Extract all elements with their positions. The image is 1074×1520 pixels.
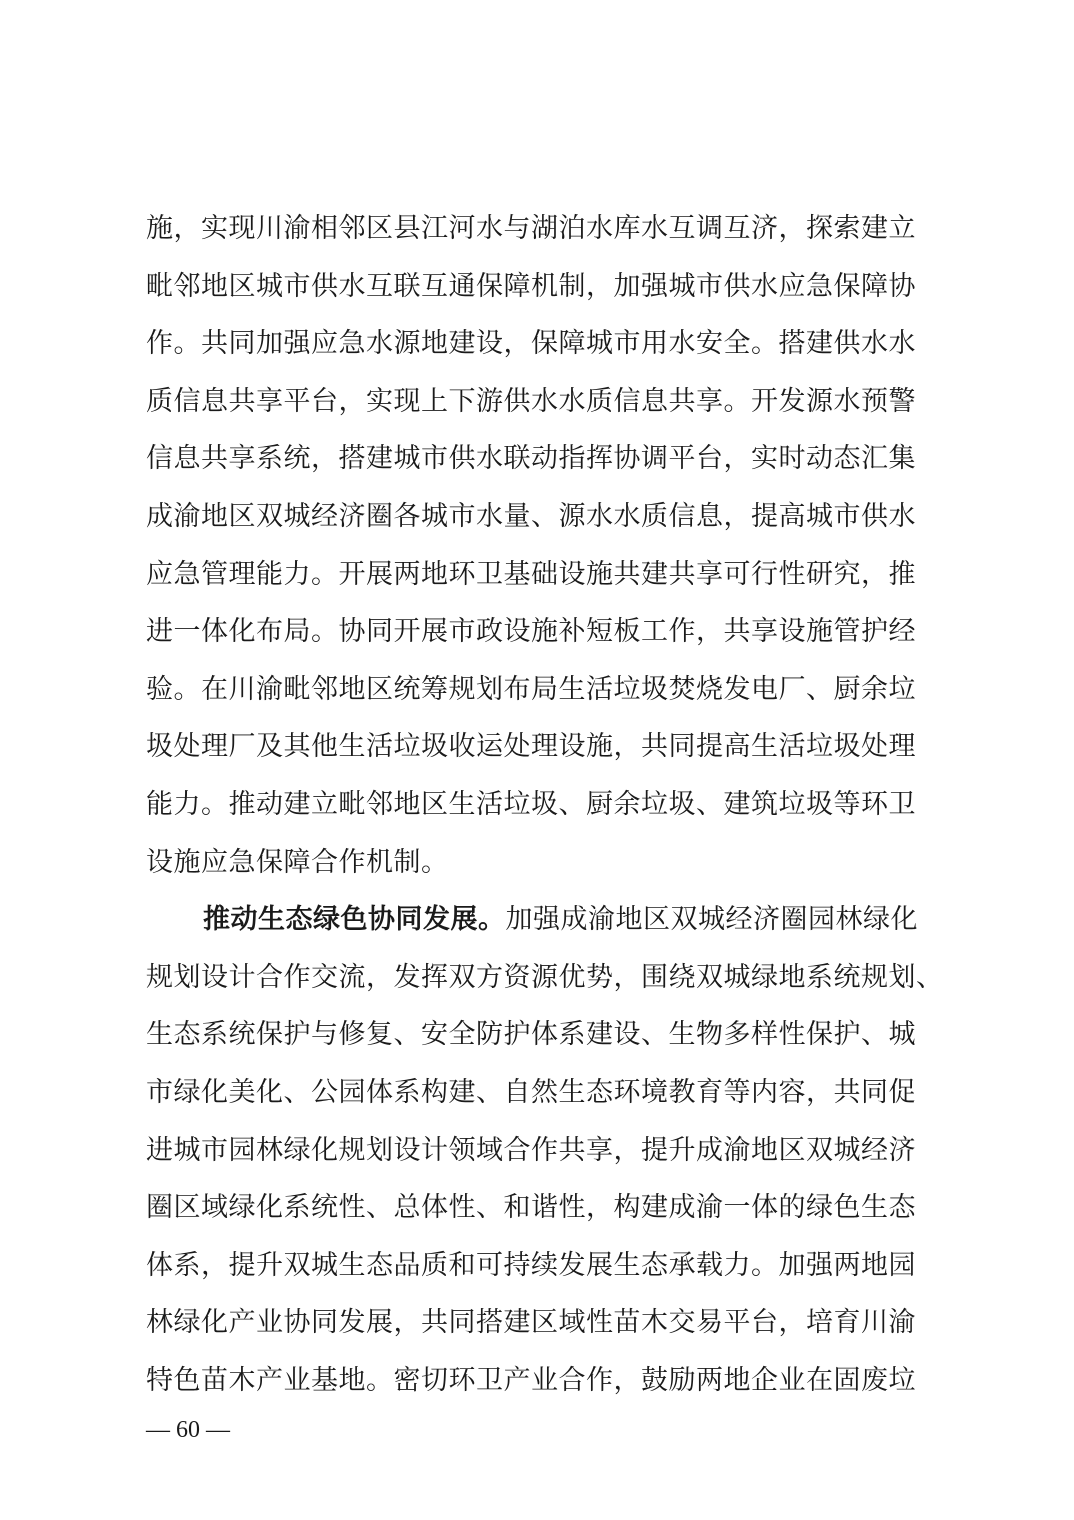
text-line: 体系，提升双城生态品质和可持续发展生态承载力。加强两地园 [146, 1249, 916, 1281]
text-line: 林绿化产业协同发展，共同搭建区域性苗木交易平台，培育川渝 [146, 1307, 916, 1339]
text-line: 施，实现川渝相邻区县江河水与湖泊水库水互调互济，探索建立 [146, 213, 916, 244]
text-run: 加强成渝地区双城经济圈园林绿化 [505, 904, 918, 936]
text-line: 进一体化布局。协同开展市政设施补短板工作，共享设施管护经 [146, 616, 916, 648]
text-line: 验。在川渝毗邻地区统筹规划布局生活垃圾焚烧发电厂、厨余垃 [146, 673, 916, 705]
text-line: 市绿化美化、公园体系构建、自然生态环境教育等内容，共同促 [146, 1076, 916, 1108]
text-line: 进城市园林绿化规划设计领域合作共享，提升成渝地区双城经济 [146, 1134, 916, 1166]
text-line: 信息共享系统，搭建城市供水联动指挥协调平台，实时动态汇集 [146, 443, 916, 475]
text-line: 能力。推动建立毗邻地区生活垃圾、厨余垃圾、建筑垃圾等环卫 [146, 788, 916, 820]
text-line: 作。共同加强应急水源地建设，保障城市用水安全。搭建供水水 [146, 328, 916, 360]
text-line: 质信息共享平台，实现上下游供水水质信息共享。开发源水预警 [146, 385, 916, 417]
page-number: — 60 — [146, 1417, 230, 1443]
text-line: 应急管理能力。开展两地环卫基础设施共建共享可行性研究，推 [146, 558, 916, 590]
body-text [146, 200, 946, 1409]
text-line: 成渝地区双城经济圈各城市水量、源水水质信息，提高城市供水 [146, 500, 916, 532]
text-line: 毗邻地区城市供水互联互通保障机制，加强城市供水应急保障协 [146, 270, 916, 302]
text-line: 特色苗木产业基地。密切环卫产业合作，鼓励两地企业在固废垃 [146, 1364, 916, 1396]
text-line: 设施应急保障合作机制。 [146, 846, 449, 878]
text-line: 圈区域绿化系统性、总体性、和谐性，构建成渝一体的绿色生态 [146, 1192, 916, 1224]
text-line: 生态系统保护与修复、安全防护体系建设、生物多样性保护、城 [146, 1019, 916, 1051]
paragraph-first-line [146, 891, 946, 949]
text-line: 圾处理厂及其他生活垃圾收运处理设施，共同提高生活垃圾处理 [146, 731, 916, 763]
section-heading: 推动生态绿色协同发展。 [203, 904, 506, 936]
text-line: 规划设计合作交流，发挥双方资源优势，围绕双城绿地系统规划、 [146, 961, 944, 993]
